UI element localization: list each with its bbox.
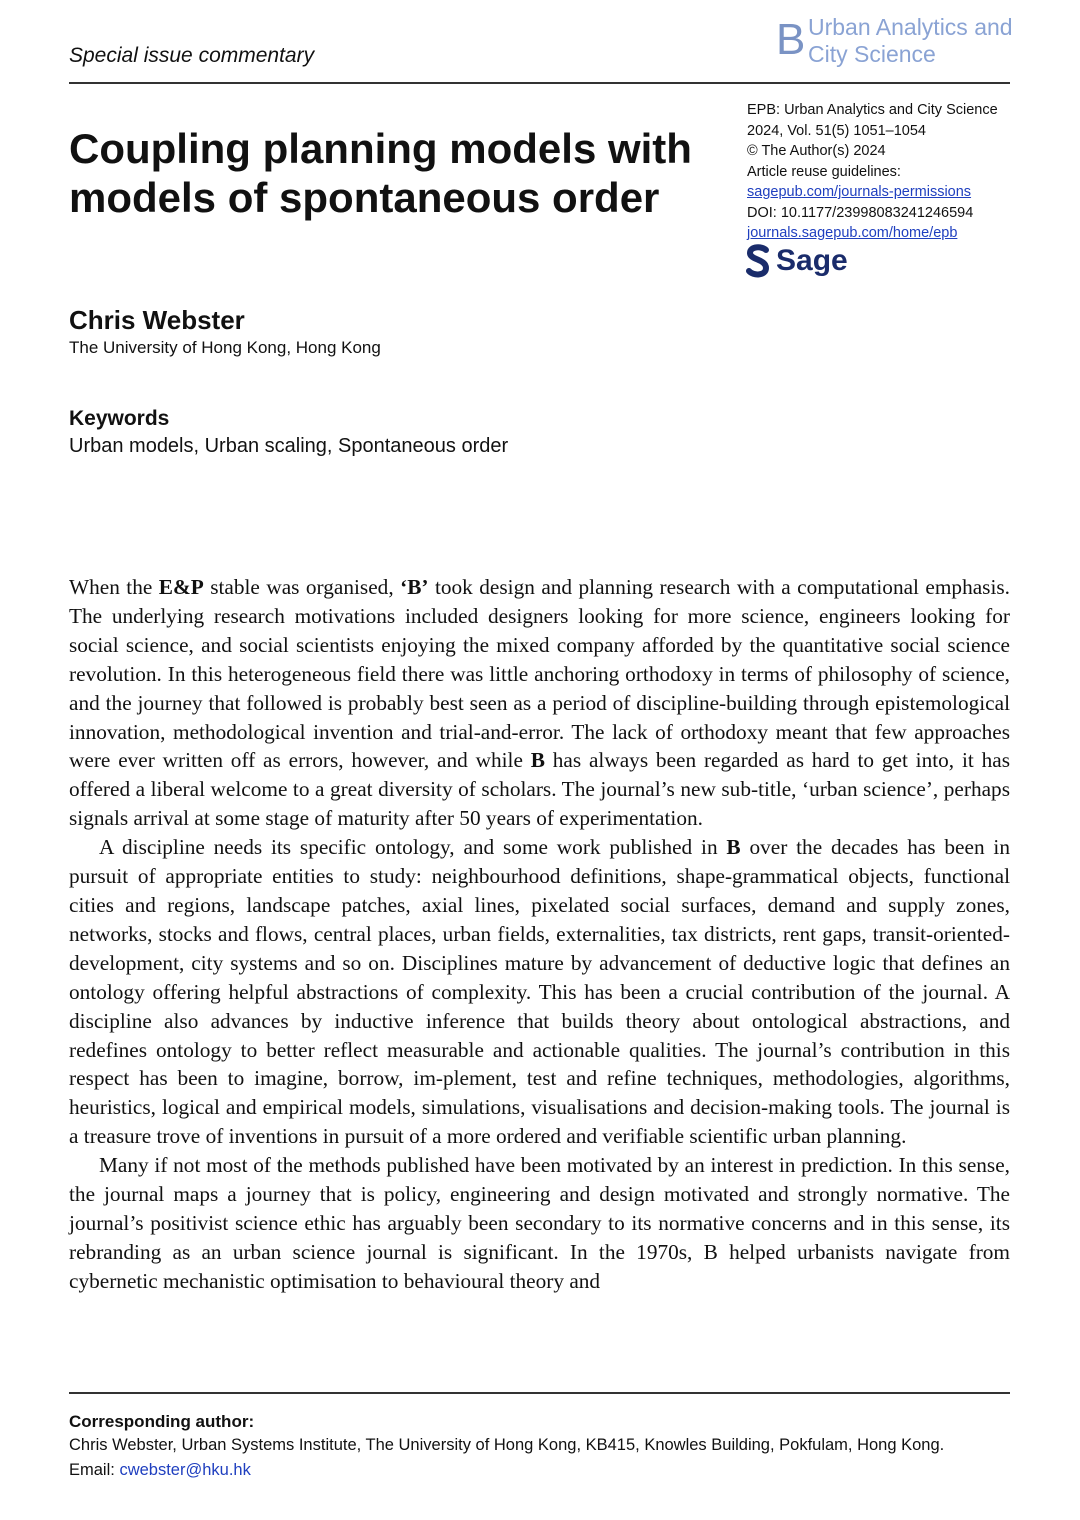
journal-home-link[interactable]: journals.sagepub.com/home/epb	[747, 225, 958, 241]
meta-journal: EPB: Urban Analytics and City Science	[747, 102, 998, 118]
email-link[interactable]: cwebster@hku.hk	[119, 1461, 251, 1479]
article-title: Coupling planning models with models of spontaneous order	[69, 125, 692, 221]
journal-logo-letter: B	[776, 15, 806, 64]
article-metadata	[747, 100, 1017, 244]
author-name: Chris Webster	[69, 305, 245, 335]
header-divider	[69, 82, 1010, 84]
footer-divider	[69, 1392, 1010, 1394]
corresponding-author-email: Email: cwebster@hku.hk	[69, 1461, 251, 1479]
meta-volume: 2024, Vol. 51(5) 1051–1054	[747, 122, 926, 139]
journal-logo-text	[808, 14, 1013, 68]
meta-doi: DOI: 10.1177/23998083241246594	[747, 204, 974, 221]
publisher-logo	[746, 244, 848, 278]
meta-reuse-label: Article reuse guidelines:	[747, 163, 901, 180]
journal-logo	[776, 12, 1016, 72]
body-paragraph-3: Many if not most of the methods published have been motivated by an interest in prediction. In this sense, the journal maps a journey that is policy, engineering and design motivated and strongly normative. The journal’s positivist science ethic has arguably been secondary to its normative concerns and in this sense, its rebranding as an urban science journal is significant. In the 1970s, B helped urbanists navigate from cybernetic mechanistic optimisation to behavioural theory and	[69, 1153, 1010, 1293]
publisher-name: Sage	[776, 244, 848, 277]
article-body	[69, 573, 1010, 1296]
reuse-link[interactable]: sagepub.com/journals-permissions	[747, 184, 972, 200]
corresponding-author-address: Chris Webster, Urban Systems Institute, The University of Hong Kong, KB415, Knowles Building, Pokfulam, Hong Kong.	[69, 1436, 945, 1454]
meta-copyright: © The Author(s) 2024	[747, 143, 886, 159]
author-affiliation: The University of Hong Kong, Hong Kong	[69, 338, 381, 357]
journal-logo-line1: Urban Analytics and	[808, 14, 1013, 40]
body-paragraph-2: A discipline needs its specific ontology, and some work published in B over the decades has been in pursuit of appropriate entities to study: neighbourhood definitions, shape-grammatical objects, functional cities and regions, landscape patches, axial lines, pixelated social surfaces, demand and supply zones, networks, stocks and flows, central places, urban fields, externalities, tax districts, rent gaps, transit-oriented-development, city systems and so on. Disciplines mature by advancement of deductive logic that defines an ontology offering helpful abstractions of complexity. This has been a crucial contribution of the journal. A discipline also advances by inductive inference that builds theory about ontological abstractions, and redefines ontology to better reflect measurable and actionable qualities. The journal’s contribution in this respect has been to imagine, borrow, im-plement, test and refine techniques, methodologies, algorithms, heuristics, logical and empirical models, simulations, visualisations and decision-making tools. The journal is a treasure trove of inventions in pursuit of a more ordered and verifiable scientific urban planning.	[69, 835, 1010, 1149]
body-paragraph-1: When the E&P stable was organised, ‘B’ took design and planning research with a computational emphasis. The underlying research motivations included designers looking for more science, engineers looking for social science, and social scientists enjoying the mixed company afforded by the quantitative social science revolution. In this heterogeneous field there was little anchoring orthodoxy in terms of philosophy of science, and the journey that followed is probably best seen as a period of discipline-building through epistemological innovation, methodological invention and trial-and-error. The lack of orthodoxy meant that few approaches were ever written off as errors, however, and while B has always been regarded as hard to get into, it has offered a liberal welcome to a great diversity of scholars. The journal’s new sub-title, ‘urban science’, perhaps signals arrival at some stage of maturity after 50 years of experimentation.	[69, 575, 1010, 831]
keywords-list: Urban models, Urban scaling, Spontaneous order	[69, 435, 509, 457]
corresponding-author-heading: Corresponding author:	[69, 1412, 255, 1431]
section-label: Special issue commentary	[69, 44, 315, 67]
sage-s-icon	[746, 244, 770, 278]
keywords-heading: Keywords	[69, 407, 170, 430]
journal-logo-line2: City Science	[808, 41, 936, 67]
